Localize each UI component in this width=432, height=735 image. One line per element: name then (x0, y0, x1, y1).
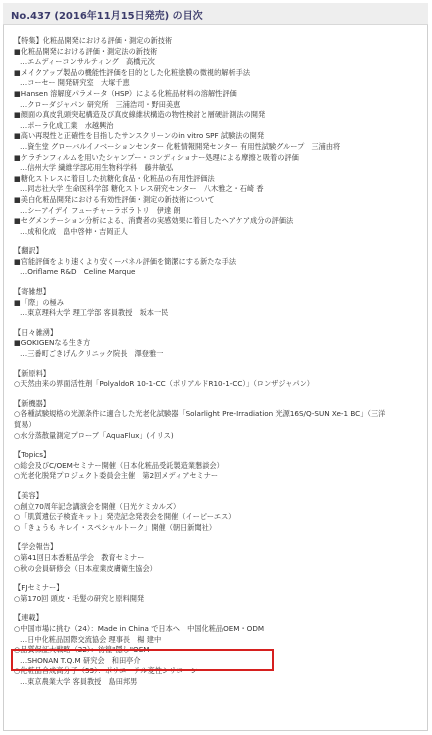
article-title: ○中国市場に挑む（24）：Made in China で日本へ 中国化粧品OEM・ODM (14, 623, 265, 633)
section-heading: 【日々雑湧】 (14, 327, 58, 337)
section-heading: 【連載】 (14, 613, 43, 623)
toc-header (3, 3, 428, 25)
article-title: ■メイクアップ製品の機能性評価を目的とした化粧塗膜の微視的解析手法 (14, 67, 251, 77)
section-heading: 【FJセミナー】 (14, 583, 64, 593)
article-author: …ポーラ化成工業 水越興治 (20, 120, 114, 130)
article-author: …日中化粧品国際交流協会 理事長 楊 建中 (20, 634, 162, 644)
article-author: …信州大学 繊維学部応用生物科学科 藤井敏弘 (20, 163, 174, 173)
article-author: …東京理科大学 理工学部 客員教授 坂本一民 (20, 308, 169, 318)
article-title: ○秋の会員研修会（日本産業皮膚衛生協会） (14, 563, 157, 573)
section-gap (14, 278, 422, 287)
article-title: ■ケラチンフィルムを用いたシャンプー・コンディショナー処理による摩擦と吸着の評価 (14, 152, 299, 162)
article-title: ○「肌質遺伝子検査キット」発売記念発表会を開催（イーピーエス） (14, 512, 236, 522)
section-heading: 【翻訳】 (14, 246, 43, 256)
toc-content (14, 36, 422, 687)
article-author: …エムディーコンサルティング 高橋元次 (20, 57, 155, 67)
section-heading: 【Topics】 (14, 450, 51, 460)
article-title: ■高い再現性と正確性を目指したサンスクリーンのin vitro SPF 試験法の開発 (14, 131, 265, 141)
section-heading: 【特集】化粧品開発における評価・測定の新技術 (14, 36, 173, 45)
highlight-box (11, 649, 274, 671)
article-title: ■美白化粧品開発における有効性評価・測定の新技術について (14, 194, 215, 204)
article-author: …資生堂 グローバルイノベーションセンター 化粧情報開発センター 有用性試験グループ 三浦由将 (20, 141, 341, 151)
article-title: ○水分蒸散量測定プローブ「AquaFlux」(イリス) (14, 430, 174, 440)
article-title: ■官能評価をより速くより安くーパネル評価を簡潔にする新たな手法 (14, 256, 237, 266)
section-gap (14, 533, 422, 542)
section-gap (14, 604, 422, 613)
article-author: …SHONAN T.Q.M 研究会 和田亭介 (20, 655, 141, 665)
section-gap (14, 319, 422, 328)
article-title: ○第170回 頭皮・毛髪の研究と原料開発 (14, 593, 145, 603)
section-heading: 【学会報告】 (14, 542, 58, 552)
section-heading: 【寄雑想】 (14, 287, 50, 297)
section-gap (14, 574, 422, 583)
article-title: ○品質保証大戦略（22）：彷徨"隠し"OEM (14, 645, 150, 655)
section-gap (14, 441, 422, 450)
article-author: …成和化成 畠中啓伸・吉岡正人 (20, 226, 128, 236)
article-title: ○創立70周年記念講演会を開催（日光ケミカルズ） (14, 501, 181, 511)
section-heading: 【新原料】 (14, 368, 50, 378)
article-title: ○「きょうも キレイ・スペシャルトーク」開催（朝日新聞社） (14, 522, 217, 532)
article-author: …東京農業大学 客員教授 島田邦男 (20, 676, 138, 686)
article-author: …三番町ごきげんクリニック院長 澤登雅一 (20, 349, 164, 359)
article-title: ○総会及びC/OEMセミナー開催（日本化粧品受託製造業懇談会） (14, 460, 224, 470)
section-gap (14, 237, 422, 246)
page-title: No.437 (2016年11月15日発売) の目次 (11, 11, 203, 22)
article-title: ○第41回日本香粧品学会 教育セミナー (14, 552, 145, 562)
article-title: ■GOKIGENなる生き方 (14, 338, 91, 348)
section-gap (14, 482, 422, 491)
article-title: ■顔面の真皮乳頭突起構造及び真皮線維状構造の物性検討と層硬計測法の開発 (14, 110, 266, 120)
article-title: ■Hansen 溶解度パラメータ（HSP）による化粧品材料の溶解性評価 (14, 88, 237, 98)
section-heading: 【新機器】 (14, 398, 50, 408)
article-author: …同志社大学 生命医科学部 糖化ストレス研究センター 八木雅之・石崎 香 (20, 184, 264, 194)
article-title: ○天然由来の界面活性剤「PolyaldoR 10-1-CC（ポリアルドR10-1-CC）」（ロンザジャパン） (14, 379, 314, 389)
section-heading: 【美容】 (14, 490, 43, 500)
article-author: …シーアイデイ フューチャーラボラトリ 伊達 朗 (20, 205, 181, 215)
article-title: ○光老化脱発プロジェクト委員会主催 第2回メディアセミナー (14, 471, 219, 481)
article-author: …Oriflame R&D Celine Marque (20, 267, 136, 277)
article-author: …クローダジャパン 研究所 三浦浩司・野田美恵 (20, 99, 181, 109)
article-title: ○各種試験規格の光源条件に適合した光老化試験器「Solarlight Pre-Irradiation 光源16S/Q-SUN Xe-1 BC」（三洋 (14, 409, 386, 419)
section-gap (14, 360, 422, 369)
article-title: ■「際」の極み (14, 297, 64, 307)
section-gap (14, 390, 422, 399)
article-title: ■化粧品開発における評価・測定法の新技術 (14, 46, 158, 56)
article-title: ■セグメンテーション分析による、消費者の実感効果に着目したヘアケア成分の評価法 (14, 216, 294, 226)
article-title: ○化粧品合成高分子（53）：ポリエーテル変性シリコーン (14, 666, 198, 676)
article-title: 貿易） (14, 420, 36, 429)
article-author: …コーセー 開発研究室 大塚千恵 (20, 78, 130, 88)
article-title: ■糖化ストレスに着目した抗糖化食品・化粧品の有用性評価法 (14, 173, 215, 183)
